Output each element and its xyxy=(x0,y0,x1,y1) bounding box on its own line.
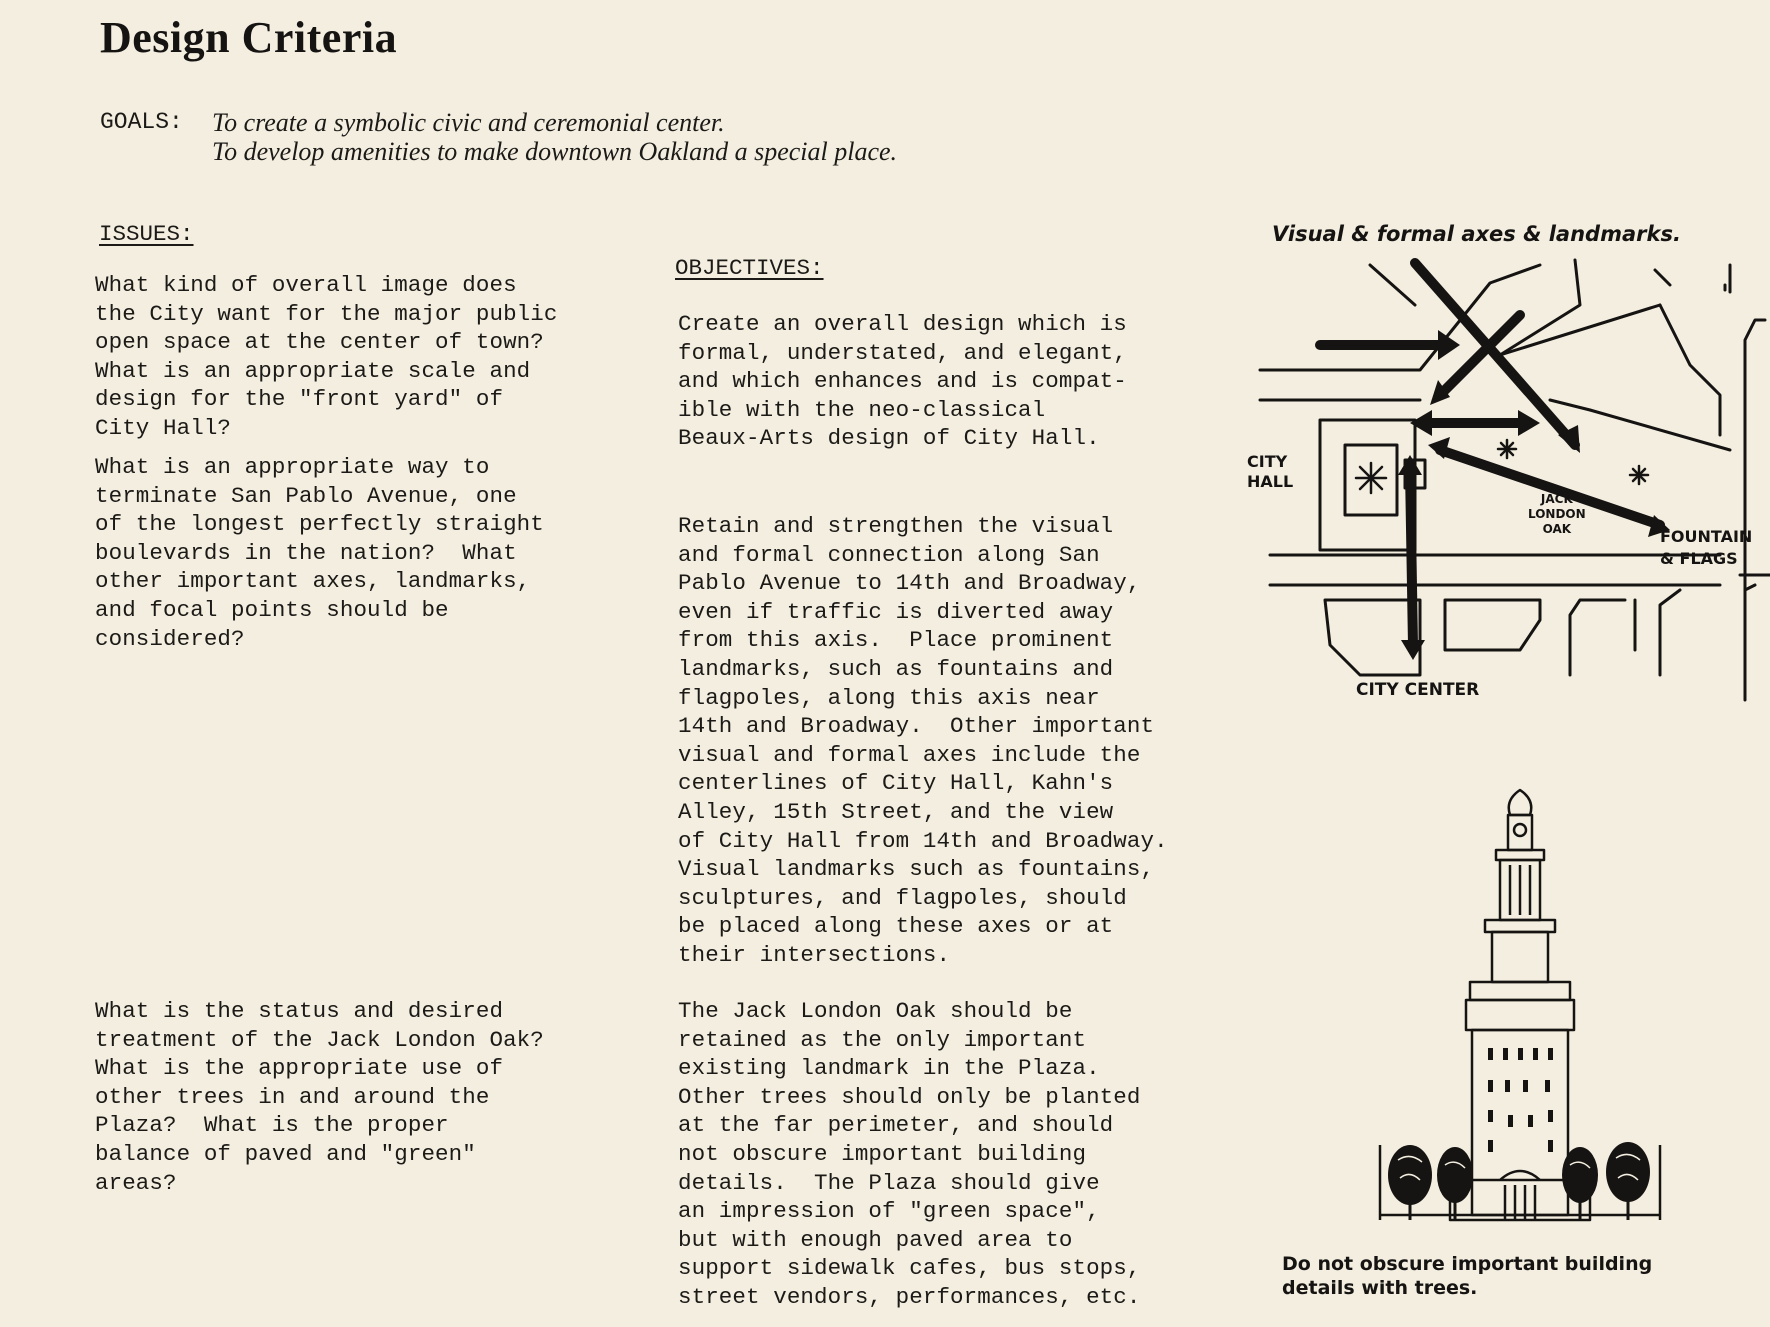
label-city-center: CITY CENTER xyxy=(1356,680,1480,700)
label-city-hall: CITY HALL xyxy=(1247,452,1294,491)
map-sketch-caption: Visual & formal axes & landmarks. xyxy=(1272,222,1681,246)
goal-line-2: To develop amenities to make downtown Oakland a special place. xyxy=(212,137,898,166)
issue-1: What kind of overall image does the City want for the major public open space at the center of town? What is an appropriate scale and design for the "front yard" of City Hall? xyxy=(95,272,558,441)
goal-line-1: To create a symbolic civic and ceremonial center. xyxy=(212,108,725,137)
page-title: Design Criteria xyxy=(100,13,398,62)
goals-label: GOALS: xyxy=(100,109,183,135)
objective-3: The Jack London Oak should be retained as the only important existing landmark in the Plaza. Other trees should only be planted at the far perimeter, and should not obscure important building details. The Plaza should give an impression of "green space", but with enough paved area to support sidewalk cafes, bus stops, street vendors, performances, etc. xyxy=(678,998,1141,1310)
issue-2: What is an appropriate way to terminate San Pablo Avenue, one of the longest perfectly straight boulevards in the nation? What other important axes, landmarks, and focal points should be considered? xyxy=(95,454,544,652)
axes-sketch-map xyxy=(1250,245,1770,715)
city-hall-tower-sketch xyxy=(1370,780,1670,1250)
objectives-heading: OBJECTIVES: xyxy=(675,255,824,281)
objective-1: Create an overall design which is formal, understated, and elegant, and which enhances and is compat- ible with the neo-classical Beaux-Arts design of City Hall. xyxy=(678,311,1127,452)
label-jack-london-oak: JACK LONDON OAK xyxy=(1528,492,1586,536)
label-fountain-flags: FOUNTAIN & FLAGS xyxy=(1660,527,1753,568)
issue-3: What is the status and desired treatment of the Jack London Oak? What is the appropriate use of other trees in and around the Plaza? What is the proper balance of paved and "green" areas? xyxy=(95,998,544,1196)
objective-2: Retain and strengthen the visual and formal connection along San Pablo Avenue to 14th and Broadway, even if traffic is diverted away from this axis. Place prominent landmarks, such as fountains and flagpoles, along this axis near 14th and Broadway. Other important visual and formal axes include the centerlines of City Hall, Kahn's Alley, 15th Street, and the view of City Hall from 14th and Broadway. Visual landmarks such as fountains, sculptures, and flagpoles, should be placed along these axes or at their intersections. xyxy=(678,513,1168,968)
issues-heading: ISSUES: xyxy=(99,221,194,247)
goals-section xyxy=(100,108,897,166)
tower-sketch-caption: Do not obscure important building details with trees. xyxy=(1282,1253,1653,1299)
